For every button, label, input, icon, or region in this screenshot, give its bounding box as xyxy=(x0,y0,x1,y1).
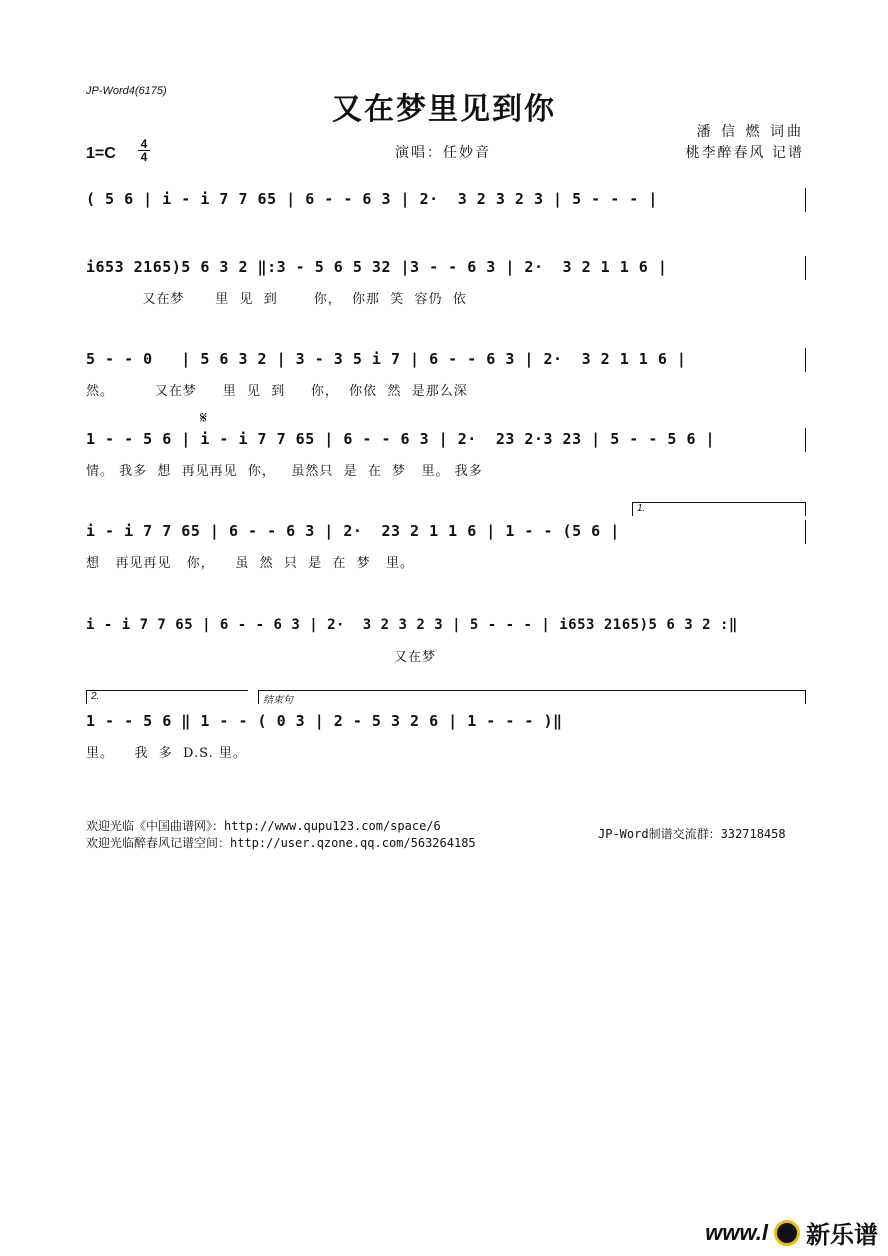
row-notes: 5 - - 0 | 5 6 3 2 | 3 - 3 5 i 7 | 6 - - 6 3 | 2· 3 2 1 1 6 | xyxy=(86,350,687,368)
score-row-6 xyxy=(86,614,806,664)
coda-label: 结束句 xyxy=(263,695,293,706)
key-signature: 1=C xyxy=(86,145,116,162)
second-ending-label: 2. xyxy=(91,691,100,702)
time-signature-numerator: 4 xyxy=(140,137,148,151)
barline xyxy=(805,348,806,372)
record-disc-icon xyxy=(774,1220,800,1246)
footer-link-qzone[interactable]: 欢迎光临醉春风记谱空间：http://user.qzone.qq.com/563264185 xyxy=(86,836,476,850)
time-signature xyxy=(138,138,150,163)
footer-link-qupu[interactable]: 欢迎光临《中国曲谱网》：http://www.qupu123.com/space/6 xyxy=(86,819,441,833)
score-row-3 xyxy=(86,348,806,398)
score-row-5 xyxy=(86,503,806,571)
segno-icon: 𝄋 xyxy=(200,408,207,427)
row-notes: i - i 7 7 65 | 6 - - 6 3 | 2· 3 2 3 2 3 | 5 - - - | i653 2165)5 6 3 2 :‖ xyxy=(86,617,738,633)
row-lyrics: 情。 我多 想 再见再见 你， 虽然只 是 在 梦 里。 我多 xyxy=(86,464,483,479)
row-notes: i653 2165)5 6 3 2 ‖:3 - 5 6 5 32 |3 - - 6 3 | 2· 3 2 1 1 6 | xyxy=(86,258,668,276)
score-row-7 xyxy=(86,691,806,761)
watermark-brand: 新乐谱 xyxy=(806,1222,878,1249)
score-row-4 xyxy=(86,408,806,479)
first-ending-bracket xyxy=(632,502,806,516)
barline xyxy=(805,520,806,544)
row-lyrics: 又在梦 xyxy=(86,650,436,665)
barline xyxy=(805,188,806,212)
footer-links xyxy=(86,818,476,852)
coda-bracket xyxy=(258,690,806,704)
row-lyrics: 想 再见再见 你， 虽 然 只 是 在 梦 里。 xyxy=(86,556,415,571)
row-notes: 1 - - 5 6 ‖ 1 - - ( 0 3 | 2 - 5 3 2 6 | 1 - - - )‖ xyxy=(86,712,563,730)
row-lyrics: 然。 又在梦 里 见 到 你， 你依 然 是那么深 xyxy=(86,384,468,399)
row-notes: 1 - - 5 6 | i - i 7 7 65 | 6 - - 6 3 | 2· 23 2·3 23 | 5 - - 5 6 | xyxy=(86,430,716,448)
software-version: JP-Word4(6175) xyxy=(86,85,167,97)
watermark xyxy=(705,1215,878,1250)
watermark-url: www.l xyxy=(705,1219,768,1245)
transcriber-credit: 桃李醉春风 记谱 xyxy=(685,145,804,161)
score-row-1 xyxy=(86,188,806,238)
row-notes: i - i 7 7 65 | 6 - - 6 3 | 2· 23 2 1 1 6 | 1 - - (5 6 | xyxy=(86,522,620,540)
time-signature-denominator: 4 xyxy=(140,150,148,164)
first-ending-label: 1. xyxy=(637,503,646,514)
footer-group: JP-Word制谱交流群：332718458 xyxy=(598,827,786,841)
singer-credit: 演唱：任妙音 xyxy=(395,145,491,161)
barline xyxy=(805,428,806,452)
composer-credit: 潘 信 燃 词曲 xyxy=(696,124,804,140)
barline xyxy=(805,256,806,280)
row-lyrics: 又在梦 里 见 到 你， 你那 笑 容仍 依 xyxy=(86,292,467,307)
row-lyrics: 里。 我 多 D.S. 里。 xyxy=(86,746,247,761)
song-title: 又在梦里见到你 xyxy=(332,92,556,127)
row-notes: ( 5 6 | i - i 7 7 65 | 6 - - 6 3 | 2· 3 2 3 2 3 | 5 - - - | xyxy=(86,190,658,208)
second-ending-bracket xyxy=(86,690,248,704)
score-row-2 xyxy=(86,256,806,306)
